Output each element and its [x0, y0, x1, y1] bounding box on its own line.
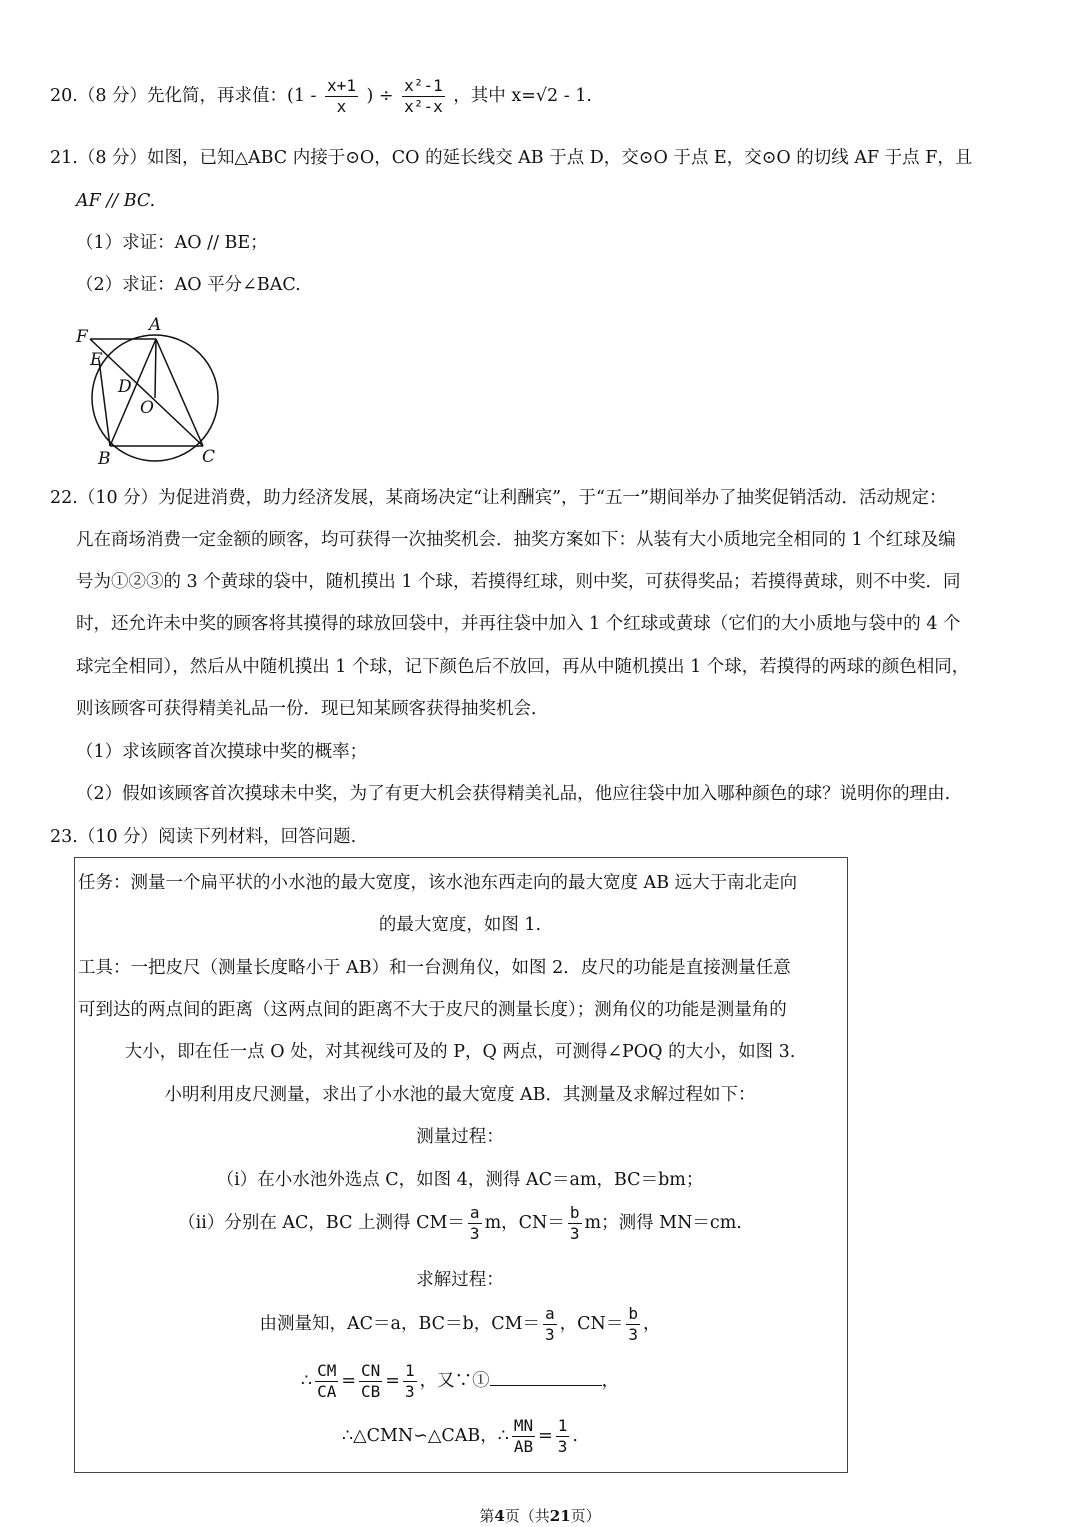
- footer-page-number: 4: [494, 1507, 505, 1525]
- q22-part-2: （2）假如该顾客首次摸球未中奖，为了有更大机会获得精美礼品，他应往袋中加入哪种颜色的球？说明你的理由.: [76, 784, 951, 804]
- equals-1: =: [341, 1371, 356, 1391]
- step2-text-c: m；测得 MN＝cm.: [584, 1213, 742, 1233]
- q23-head: 23.（10 分）阅读下列材料，回答问题.: [50, 827, 357, 847]
- tool-line-1: 工具：一把皮尺（测量长度略小于 AB）和一台测角仪，如图 2．皮尺的功能是直接测量任意: [78, 958, 791, 978]
- step-1: （ⅰ）在小水池外选点 C，如图 4，测得 AC＝am，BC＝bm；: [216, 1170, 704, 1190]
- q20-frac2-num: x²-1: [404, 76, 443, 95]
- frac-b-over-3: $\frac{b}{3}$: [569, 1203, 580, 1243]
- frac-cn-cb: $\frac{CN}{CB}$: [361, 1361, 381, 1401]
- q20-frac1-num: x+1: [327, 76, 356, 95]
- tool-line-3: 大小，即在任一点 O 处，对其视线可及的 P，Q 两点，可测得∠POQ 的大小，如图 3.: [124, 1042, 796, 1062]
- label-o: O: [140, 398, 154, 418]
- q22-line-5: 球完全相同），然后从中随机摸出 1 个球，记下颜色后不放回，再从中随机摸出 1 个球，若摸得的两球的颜色相同，: [76, 657, 970, 677]
- q21-line-2: AF // BC.: [76, 191, 156, 211]
- step2-text-a: （ⅱ）分别在 AC，BC 上测得 CM＝: [178, 1213, 465, 1233]
- label-b: B: [98, 449, 111, 469]
- q20-frac2-den: x²-x: [404, 97, 443, 116]
- solve3-period: .: [572, 1426, 578, 1446]
- frac-1-over-3-b: $\frac{1}{3}$: [557, 1416, 568, 1456]
- q21-circle-figure: [70, 312, 230, 470]
- label-e: E: [90, 350, 103, 370]
- q22-line-2: 凡在商场消费一定金额的顾客，均可获得一次抽奖机会．抽奖方案如下：从装有大小质地完全相同的 1 个红球及编: [76, 530, 956, 550]
- frac-b-over-3-b: $\frac{b}{3}$: [628, 1304, 639, 1344]
- q20-frac1-den: x: [336, 97, 347, 116]
- similarity-text: ∴△CMN∽△CAB，∴: [341, 1426, 509, 1446]
- q21-part-2: （2）求证：AO 平分∠BAC.: [76, 275, 301, 295]
- q20-lead: 20.（8 分）先化简，再求值：(1 -: [50, 86, 317, 106]
- q22-line-6: 则该顾客可获得精美礼品一份．现已知某顾客获得抽奖机会．: [76, 699, 549, 719]
- segment-ac: [156, 339, 203, 446]
- frac-a-over-3-b: $\frac{a}{3}$: [545, 1304, 555, 1344]
- step-2: [74, 1201, 846, 1245]
- q22-line-1: 22.（10 分）为促进消费，助力经济发展，某商场决定“让利酬宾”，于“五一”期间举办了抽奖促销活动．活动规定：: [50, 488, 947, 508]
- segment-ab: [110, 339, 156, 446]
- q20-line: [50, 76, 592, 117]
- segment-be: [99, 360, 110, 446]
- frac-a-over-3: $\frac{a}{3}$: [469, 1203, 480, 1243]
- task-line-2: 的最大宽度，如图 1.: [378, 915, 542, 935]
- footer-total-pages: 21: [549, 1507, 571, 1525]
- equals-2: =: [385, 1371, 400, 1391]
- q20-fraction-2: [402, 76, 445, 117]
- frac-mn-ab: $\frac{MN}{AB}$: [513, 1416, 534, 1456]
- footer-mid: 页（共: [504, 1507, 550, 1525]
- segment-ao: [155, 339, 156, 398]
- solve-line-3: [74, 1414, 846, 1458]
- solve1-text-b: ，CN＝: [559, 1314, 624, 1334]
- footer-post: 页）: [570, 1507, 601, 1525]
- solve-title: 求解过程：: [416, 1270, 504, 1290]
- solve-line-2: [74, 1359, 846, 1403]
- solve2-comma: ，: [601, 1371, 620, 1391]
- segment-fc: [90, 339, 203, 446]
- therefore-symbol: ∴: [300, 1371, 313, 1391]
- measure-title: 测量过程：: [416, 1127, 504, 1147]
- label-c: C: [202, 447, 216, 467]
- solve1-text-a: 由测量知，AC＝a，BC＝b，CM＝: [259, 1314, 541, 1334]
- frac-1-over-3: $\frac{1}{3}$: [404, 1361, 415, 1401]
- task-line-1: 任务：测量一个扁平状的小水池的最大宽度，该水池东西走向的最大宽度 AB 远大于南北走向: [78, 873, 798, 893]
- frac-cm-ca: $\frac{CM}{CA}$: [317, 1361, 337, 1401]
- footer-pre: 第: [479, 1507, 495, 1525]
- page-footer: [0, 1505, 1080, 1526]
- q21-part-1: （1）求证：AO // BE；: [76, 233, 268, 253]
- equals-3: =: [538, 1426, 553, 1446]
- q20-tail: ，其中 x=√2 - 1.: [453, 86, 592, 106]
- q22-line-4: 时，还允许未中奖的顾客将其摸得的球放回袋中，并再往袋中加入 1 个红球或黄球（它们的大小质地与袋中的 4 个: [76, 614, 961, 634]
- label-a: A: [149, 315, 162, 335]
- step2-text-b: m，CN＝: [484, 1213, 565, 1233]
- q21-line-1: 21.（8 分）如图，已知△ABC 内接于⊙O，CO 的延长线交 AB 于点 D，交⊙O 于点 E，交⊙O 的切线 AF 于点 F，且: [50, 148, 973, 168]
- answer-blank[interactable]: [490, 1371, 602, 1386]
- q20-fraction-1: [325, 76, 358, 117]
- tool-line-2: 可到达的两点间的距离（这两点间的距离不大于皮尺的测量长度）；测角仪的功能是测量角的: [78, 1000, 787, 1020]
- q20-divide: ) ÷: [366, 86, 394, 106]
- intro-line: 小明利用皮尺测量，求出了小水池的最大宽度 AB．其测量及求解过程如下：: [164, 1085, 756, 1105]
- because-marker: ，又∵①: [419, 1371, 490, 1391]
- label-f: F: [76, 327, 88, 347]
- q22-line-3: 号为①②③的 3 个黄球的袋中，随机摸出 1 个球，若摸得红球，则中奖，可获得奖品；若摸得黄球，则不中奖．同: [76, 572, 961, 592]
- q22-part-1: （1）求该顾客首次摸球中奖的概率；: [76, 742, 368, 762]
- solve-line-1: [74, 1302, 846, 1346]
- solve1-text-c: ，: [643, 1314, 661, 1334]
- label-d: D: [118, 377, 132, 397]
